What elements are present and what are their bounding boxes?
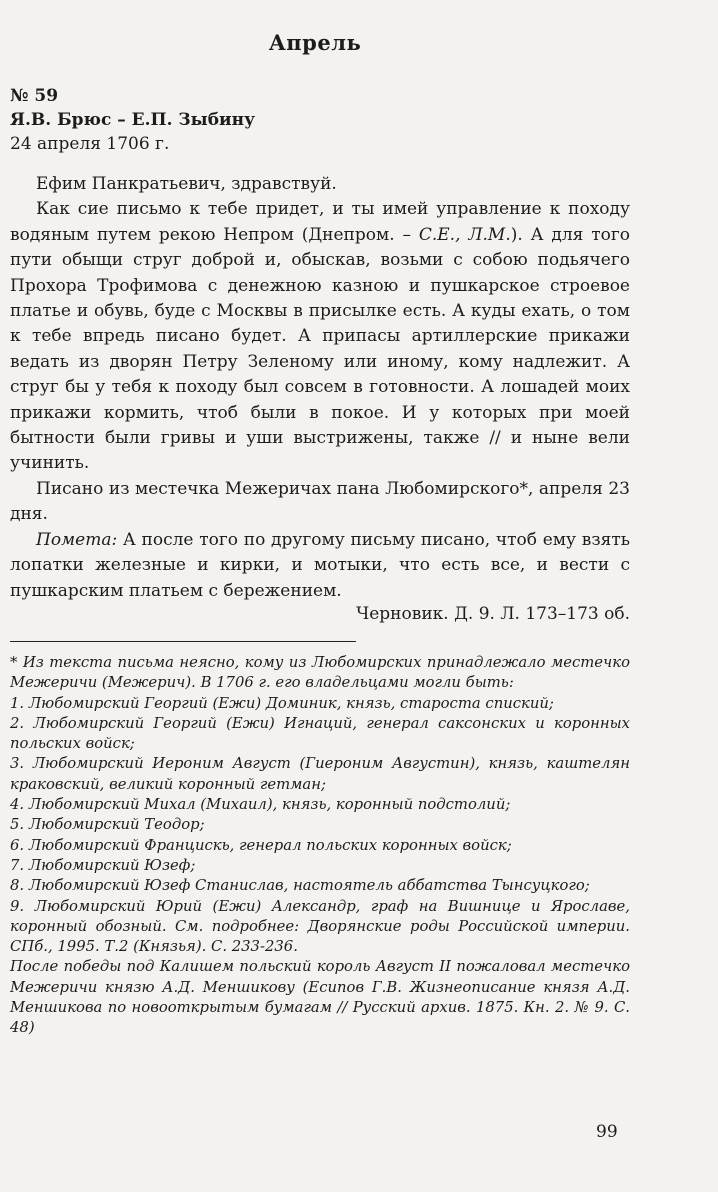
page-number: 99 [596, 1122, 618, 1142]
greeting: Ефим Панкратьевич, здравствуй. [36, 174, 337, 194]
letter-date: 24 апреля 1706 г. [10, 134, 170, 154]
note-label: Помета: [36, 529, 118, 550]
letter-body [10, 172, 630, 604]
correspondents: Я.В. Брюс – Е.П. Зыбину [10, 110, 255, 130]
footnote-closing: После победы под Калишем польский король Август II пожаловал местечко Межеричи князю А.Д. Меншикову (Есипов Г.В. Жизнеописание князя А.Д. Меншикова по новооткрытым бумагам // Русский архив. 1875. Кн. 2. № 9. С. 48) [10, 958, 630, 1037]
footnote-intro: * Из текста письма неясно, кому из Любомирских принадлежало местечко Межеричи (Межерич). В 1706 г. его владельцами могли быть: [10, 654, 630, 692]
footnote-item: 3. Любомирский Иероним Август (Гиероним Августин), князь, каштелян краковский, великий коронный гетман; [10, 755, 630, 793]
footnote-item: 8. Любомирский Юзеф Станислав, настоятель аббатства Тынсуцкого; [10, 877, 590, 895]
letter-header [10, 84, 255, 156]
footnote-item: 1. Любомирский Георгий (Ежи) Доминик, князь, староста спиский; [10, 694, 554, 712]
footnote-item: 7. Любомирский Юзеф; [10, 856, 196, 874]
archive-source: Черновик. Д. 9. Л. 173–173 об. [356, 604, 630, 624]
footnote-item: 2. Любомирский Георгий (Ежи) Игнаций, генерал саксонских и коронных польских войск; [10, 714, 630, 753]
footnote [10, 653, 630, 1039]
page-title: Апрель [268, 30, 362, 55]
place-line: Писано из местечка Межеричах пана Любомирского*, апреля 23 дня. [10, 478, 630, 525]
footnote-item: 5. Любомирский Теодор; [10, 816, 205, 834]
footnote-divider [10, 641, 356, 642]
note-text: А после того по другому письму писано, чтоб ему взять лопатки железные и кирки, и мотыки, что есть все, и вести с пушкарским платьем с бережением. [10, 529, 630, 601]
note-paragraph [10, 528, 630, 604]
footnote-item: 4. Любомирский Михал (Михаил), князь, коронный подстолий; [10, 796, 511, 814]
main-paragraph-text-a: Как сие письмо к тебе придет, и ты имей управление к походу водяным путем рекою Непром (Днепром. – [10, 199, 630, 245]
main-paragraph-text-b: ). А для того пути обыщи струг доброй и, обыскав, возьми с собою подьячего Прохора Трофимова с денежною казною и пушкарское строевое платье и обувь, буде с Москвы в присылке есть. А куды ехать, о том к тебе впредь писано будет. А припасы артиллерские прикажи ведать из дворян Петру Зеленому или иному, кому надлежит. А струг бы у тебя к походу был совсем в готовности. А лошадей моих прикажи кормить, чтоб были в покое. И у которых при моей бытности были гривы и уши выстрижены, также // и ныне вели учинить. [10, 224, 630, 474]
editors-initials: С.Е., Л.М. [418, 224, 511, 245]
main-paragraph [10, 197, 630, 476]
document-number: № 59 [10, 86, 59, 106]
footnote-item: 9. Любомирский Юрий (Ежи) Александр, граф на Вишнице и Ярославе, коронный обозный. См. подробнее: Дворянские роды Российской империи. СПб., 1995. Т.2 (Князья). С. 233-236. [10, 897, 630, 956]
footnote-item: 6. Любомирский Францискь, генерал польских коронных войск; [10, 836, 512, 854]
